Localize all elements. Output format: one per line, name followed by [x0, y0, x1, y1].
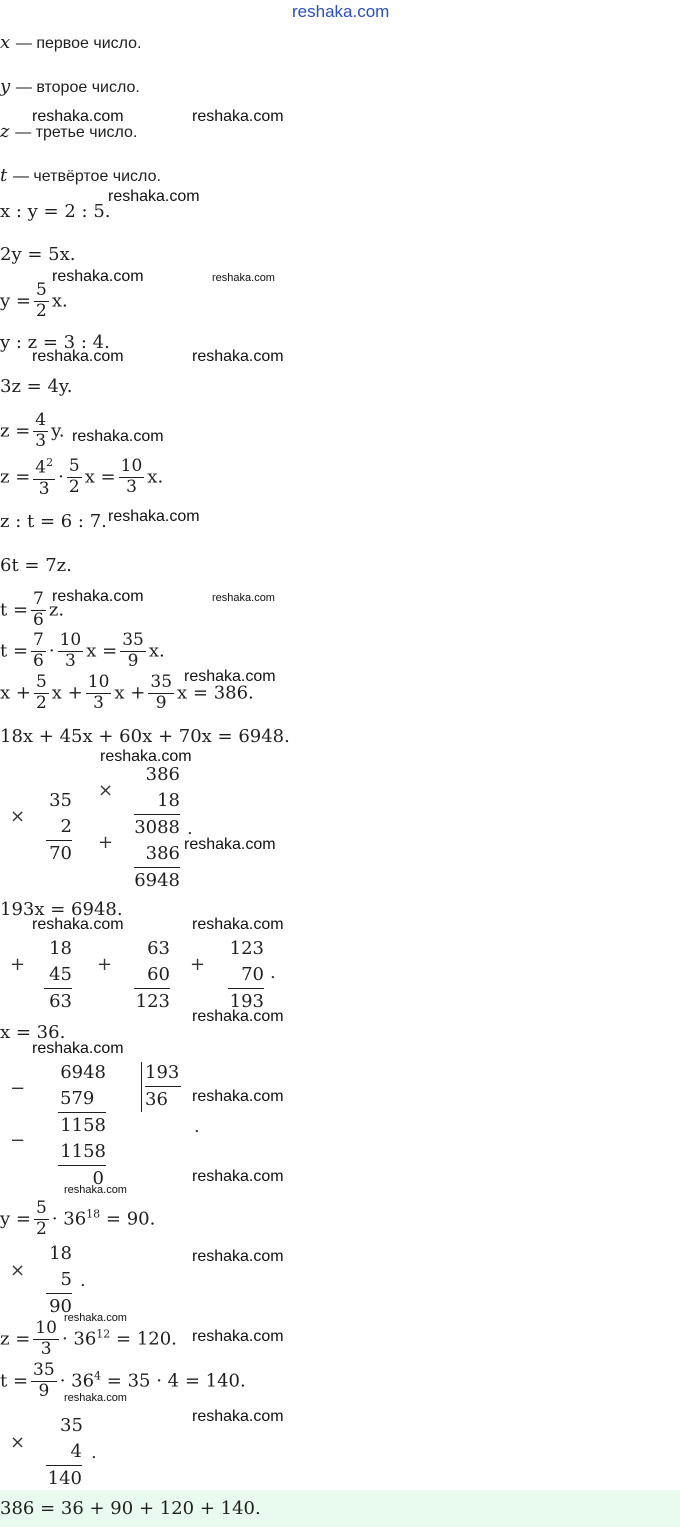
- eq-z-value: z = $\frac{10}{3}$ · $36^{12} = 120$.: [0, 1318, 177, 1359]
- times-sign: ×: [10, 1260, 26, 1281]
- dot: .: [187, 818, 193, 839]
- eq-sum-18: 18x + 45x + 60x + 70x = 6948.: [0, 726, 290, 747]
- eq-6t: 6t = 7z.: [0, 555, 72, 576]
- eq-ratio-zt: z : t = 6 : 7.: [0, 511, 107, 532]
- eq-3z: 3z = 4y.: [0, 376, 73, 397]
- watermark: reshaka.com: [192, 916, 284, 933]
- minus-sign: −: [10, 1078, 26, 1099]
- def-x: x — первое число.: [0, 32, 142, 53]
- watermark: reshaka.com: [192, 1328, 284, 1345]
- eq-193x: 193x = 6948.: [0, 899, 123, 920]
- times-sign: ×: [98, 780, 114, 801]
- answer-highlight: [0, 1490, 680, 1527]
- division-column: 6948 579 1158 1158 0: [60, 1062, 106, 1189]
- eq-x36: x = 36.: [0, 1022, 66, 1043]
- watermark: reshaka.com: [192, 1088, 284, 1105]
- eq-y-frac: y = $\frac{5}{2}$ x.: [0, 280, 68, 321]
- watermark: reshaka.com: [64, 1312, 127, 1324]
- plus-sign: +: [98, 832, 114, 853]
- minus-sign: −: [10, 1130, 26, 1151]
- watermark: reshaka.com: [192, 1008, 284, 1025]
- mult-35-4: 35 4 140: [47, 1415, 83, 1489]
- watermark: reshaka.com: [32, 1040, 124, 1057]
- dot: .: [194, 1116, 200, 1137]
- watermark: reshaka.com: [184, 836, 276, 853]
- watermark: reshaka.com: [192, 1408, 284, 1425]
- final-answer: 386 = 36 + 90 + 120 + 140.: [0, 1498, 261, 1519]
- dot: .: [91, 1442, 97, 1463]
- eq-t-subst: t = $\frac{7}{6}$ · $\frac{10}{3}$ x = $\frac{35}{9}$ x.: [0, 630, 165, 671]
- watermark: reshaka.com: [212, 272, 275, 284]
- eq-ratio-xy: x : y = 2 : 5.: [0, 201, 111, 222]
- watermark: reshaka.com: [52, 268, 144, 285]
- eq-ratio-yz: y : z = 3 : 4.: [0, 332, 110, 353]
- times-sign: ×: [10, 1432, 26, 1453]
- watermark: reshaka.com: [192, 108, 284, 125]
- eq-z-frac: z = $\frac{4}{3}$ y.: [0, 410, 65, 451]
- plus-sign: +: [190, 954, 206, 975]
- watermark: reshaka.com: [32, 916, 124, 933]
- mult-386-18: 386 18 3088 386 6948: [134, 764, 180, 891]
- watermark: reshaka.com: [72, 428, 164, 445]
- mult-18-5: 18 5 90: [46, 1241, 72, 1320]
- watermark: reshaka.com: [212, 592, 275, 604]
- add-123-70: 123 70 193: [229, 938, 264, 1012]
- watermark: reshaka.com: [32, 348, 124, 365]
- watermark: reshaka.com: [108, 188, 200, 205]
- division-divisor: 193 36: [145, 1062, 180, 1110]
- watermark: reshaka.com: [108, 508, 200, 525]
- mult-35-2: 35 2 70: [46, 788, 72, 867]
- watermark: reshaka.com: [192, 1248, 284, 1265]
- watermark: reshaka.com: [184, 668, 276, 685]
- dot: .: [80, 1270, 86, 1291]
- plus-sign: +: [10, 954, 26, 975]
- plus-sign: +: [97, 954, 113, 975]
- watermark: reshaka.com: [64, 1392, 127, 1404]
- def-t: t — четвёртое число.: [0, 165, 161, 186]
- eq-t-value: t = $\frac{35}{9}$ · $36^4 = 35 \cdot 4 = 140$.: [0, 1360, 246, 1401]
- eq-sum-fracs: x + $\frac{5}{2}$ x + $\frac{10}{3}$ x + $\frac{35}{9}$ x = 386.: [0, 672, 254, 713]
- watermark: reshaka.com: [192, 348, 284, 365]
- division-bar: [141, 1062, 142, 1112]
- eq-z-subst: z = $\frac{4^2}{3}$ · $\frac{5}{2}$ x = $\frac{10}{3}$ x.: [0, 456, 164, 499]
- def-z: z — третье число.: [0, 121, 138, 142]
- add-18-45: 18 45 63: [44, 936, 72, 1015]
- dot: .: [270, 962, 276, 983]
- site-title[interactable]: reshaka.com: [292, 2, 390, 21]
- watermark: reshaka.com: [100, 748, 192, 765]
- def-y: y — второе число.: [0, 76, 140, 97]
- eq-2y: 2y = 5x.: [0, 244, 76, 265]
- watermark: reshaka.com: [64, 1184, 127, 1196]
- watermark: reshaka.com: [52, 588, 144, 605]
- eq-y-value: y = $\frac{5}{2}$ · $36^{18} = 90$.: [0, 1198, 156, 1239]
- times-sign: ×: [10, 806, 26, 827]
- watermark: reshaka.com: [32, 108, 124, 125]
- eq-t-frac: t = $\frac{7}{6}$ z.: [0, 589, 65, 630]
- watermark: reshaka.com: [192, 1168, 284, 1185]
- add-63-60: 63 60 123: [135, 938, 170, 1012]
